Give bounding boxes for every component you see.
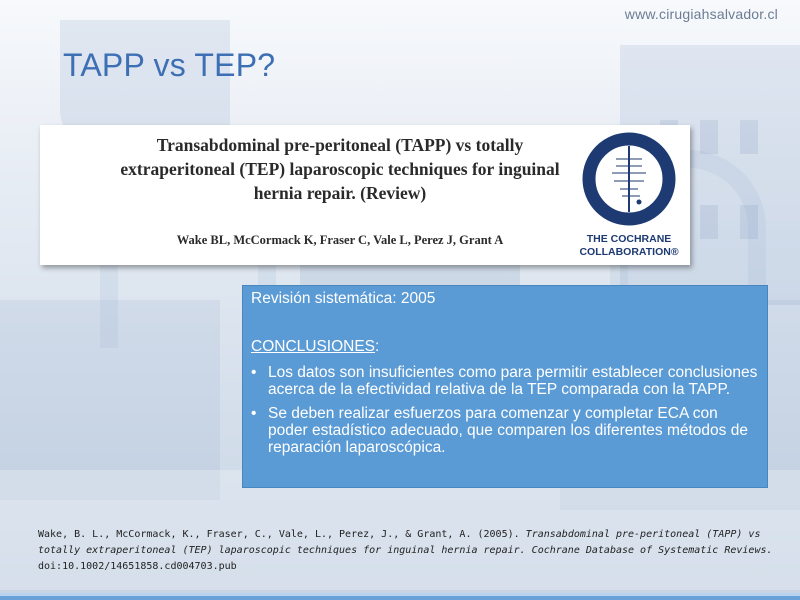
paper-title	[100, 133, 580, 205]
paper-title-line: hernia repair. (Review)	[253, 183, 427, 203]
bullet-icon: •	[251, 364, 257, 381]
paper-header-image	[40, 125, 690, 265]
conclusions-heading	[251, 338, 379, 356]
conclusion-text: Los datos son insuficientes como para permitir establecer conclusiones acerca de la efectividad relativa de la TEP comparada con la TAPP.	[268, 364, 758, 398]
site-url: www.cirugiahsalvador.cl	[624, 6, 778, 22]
cochrane-wordmark-line: COLLABORATION®	[579, 246, 679, 258]
list-item	[251, 405, 759, 456]
citation	[38, 527, 778, 575]
citation-title: Transabdominal pre-peritoneal (TAPP) vs totally extraperitoneal (TEP) laparoscopic techniques for inguinal hernia repair. Cochrane Database of Systematic Reviews.	[38, 529, 773, 556]
conclusions-list	[251, 364, 759, 463]
cochrane-wordmark-line: THE COCHRANE	[586, 233, 672, 245]
list-item	[251, 364, 759, 398]
cochrane-wordmark	[572, 233, 686, 259]
summary-box	[242, 285, 768, 488]
slide-title: TAPP vs TEP?	[63, 47, 276, 83]
footer-band	[0, 596, 800, 600]
conclusions-label: CONCLUSIONES	[251, 338, 376, 355]
paper-title-line: Transabdominal pre-peritoneal (TAPP) vs totally	[156, 135, 524, 155]
citation-authors: Wake, B. L., McCormack, K., Fraser, C., Vale, L., Perez, J., & Grant, A. (2005).	[38, 529, 526, 540]
cochrane-logo	[572, 129, 686, 261]
conclusions-colon: :	[375, 338, 380, 355]
conclusion-text: Se deben realizar esfuerzos para comenzar y completar ECA con poder estadístico adecuado, que comparen los diferentes métodos de reparación laparoscópica.	[268, 405, 748, 456]
paper-authors: Wake BL, McCormack K, Fraser C, Vale L, Perez J, Grant A	[176, 233, 504, 247]
review-line: Revisión sistemática: 2005	[251, 290, 436, 307]
bullet-icon: •	[251, 405, 257, 422]
cochrane-logo-icon	[572, 129, 686, 233]
paper-title-line: extraperitoneal (TEP) laparoscopic techniques for inguinal	[120, 159, 560, 179]
citation-doi: doi:10.1002/14651858.cd004703.pub	[38, 561, 237, 572]
